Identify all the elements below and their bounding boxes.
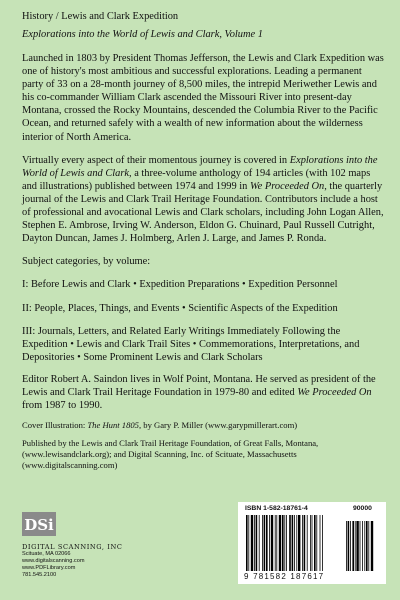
subjects-volume-3: III: Journals, Letters, and Related Early Writings Immediately Following the Expedition • Lewis and Clark Trail Sites • Commemorations, Interpretations, and Depositories • Some Prominent Lewis and Clark Scholars	[22, 325, 360, 363]
book-title: Explorations into the World of Lewis and Clark, Volume 1	[22, 29, 263, 40]
logo-website-1: www.digitalscanning.com	[22, 558, 85, 564]
ean-number: 9 781582 187617	[244, 572, 325, 581]
svg-text:DSi: DSi	[24, 516, 54, 534]
description-paragraph-1: Launched in 1803 by President Thomas Jefferson, the Lewis and Clark Expedition was one of history's most ambitious and successful explorations. Leading a permanent party of 33 on a 28-month journey of 8,500 miles, the intrepid Meriwether Lewis and his co-commander William Clark ascended the Missouri River into present-day Montana, crossed the Rocky Mountains, descended the Columbia River to the Pacific Ocean, and returned safely with a wealth of new information about the wilderness interior of North America.	[22, 53, 384, 143]
logo-company-name: DIGITAL SCANNING, INC	[22, 543, 123, 551]
description-paragraph-2: Virtually every aspect of their momentous journey is covered in Explorations into the World of Lewis and Clark, a three-volume anthology of 194 articles (with 102 maps and illustrations) published between 1974 and 1999 in We Proceeded On, the quarterly journal of the Lewis and Clark Trail Heritage Foundation. Contributors include a host of professional and avocational Lewis and Clark scholars, including John Logan Allen, Stephen E. Ambrose, Irving W. Anderson, Eldon G. Chuinard, Paul Russell Cutright, Dayton Duncan, James J. Holmberg, Arlen J. Large, and James P. Ronda.	[22, 154, 384, 245]
logo-address: Scituate, MA 02066	[22, 551, 71, 557]
logo-phone: 781.545.2100	[22, 572, 57, 578]
publisher-info: Published by the Lewis and Clark Trail Heritage Foundation, of Great Falls, Montana, (www.lewisandclark.org); and Digital Scanning, Inc. of Scituate, Massachusetts (www.digitalscanning.com)	[22, 438, 319, 471]
cover-illustration-title: The Hunt 1805	[87, 420, 139, 431]
subjects-volume-2: II: People, Places, Things, and Events • Scientific Aspects of the Expedition	[22, 302, 338, 314]
subjects-heading: Subject categories, by volume:	[22, 256, 151, 268]
dsi-logo-icon	[22, 512, 56, 536]
back-cover-text	[22, 10, 384, 471]
editor-paragraph: Editor Robert A. Saindon lives in Wolf Point, Montana. He served as president of the Lewis and Clark Trail Heritage Foundation in 1979-80 and edited We Proceeded On from 1987 to 1990.	[22, 373, 376, 412]
digital-scanning-logo	[22, 512, 132, 579]
price-code: 90000	[353, 505, 372, 512]
editor-journal-title: We Proceeded On	[297, 386, 372, 398]
isbn-barcode	[238, 502, 386, 584]
logo-website-2: www.PDFLibrary.com	[22, 565, 76, 571]
cover-illustration-credit: Cover Illustration: The Hunt 1805, by Gary P. Miller (www.garypmillerart.com)	[22, 420, 298, 431]
anthology-title: Explorations into the World of Lewis and Clark	[22, 154, 378, 179]
subjects-volume-1: I: Before Lewis and Clark • Expedition Preparations • Expedition Personnel	[22, 279, 338, 291]
book-category: History / Lewis and Clark Expedition	[22, 11, 179, 22]
barcode-bars-icon	[246, 515, 378, 571]
isbn-number: ISBN 1-582-18761-4	[245, 505, 308, 512]
journal-title: We Proceeded On	[249, 180, 325, 192]
